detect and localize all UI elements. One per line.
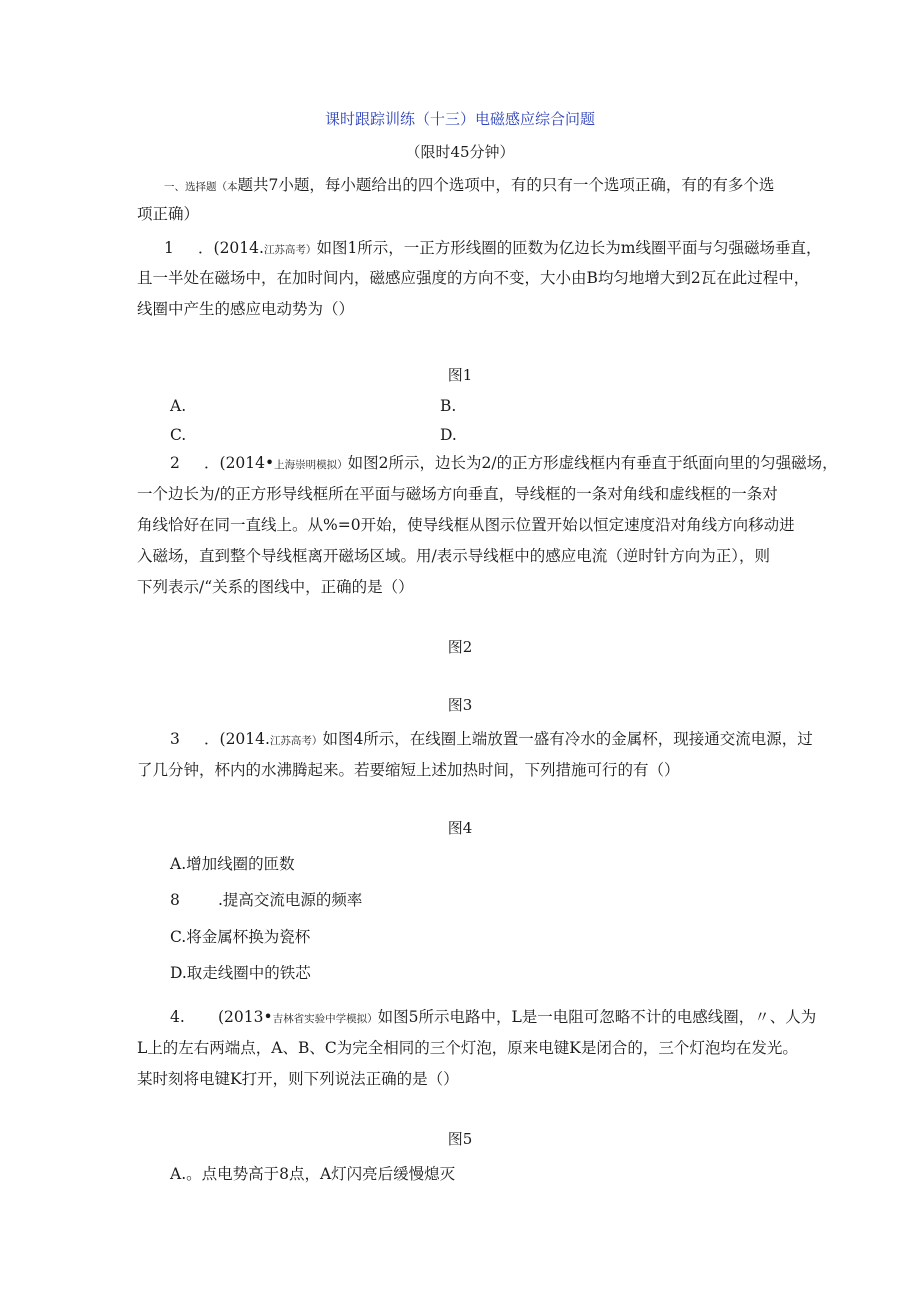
question-3-source: 江苏高考） bbox=[269, 735, 323, 747]
section-prefix-small: （本 bbox=[216, 181, 238, 193]
document-title: 课时跟踪训练（十三）电磁感应综合问题 bbox=[324, 110, 595, 128]
figure-3-caption: 图3 bbox=[447, 696, 473, 714]
question-2-line5: 下列表示/“关系的图线中，正确的是（） bbox=[137, 578, 414, 596]
question-1-option-c: C. bbox=[170, 426, 187, 444]
section-heading bbox=[164, 174, 824, 198]
question-3-option-d: D.取走线圈中的铁芯 bbox=[170, 964, 311, 982]
question-4-year: (2013• bbox=[218, 1008, 273, 1026]
question-1-options-row1 bbox=[170, 395, 830, 417]
question-2-dot: ． bbox=[204, 454, 220, 472]
question-4-line1 bbox=[170, 1006, 830, 1030]
question-2-line1 bbox=[170, 452, 838, 476]
question-3-number: 3 bbox=[170, 730, 180, 748]
question-1-options-row2 bbox=[170, 424, 830, 446]
question-1-option-d: D. bbox=[440, 426, 457, 444]
question-1-line2: 且一半处在磁场中，在加时间内，磁感应强度的方向不变，大小由B均匀地增大到2瓦在此过程中， bbox=[137, 269, 810, 287]
question-1-option-a: A. bbox=[170, 397, 187, 415]
question-4-line3: 某时刻将电键K打开，则下列说法正确的是（） bbox=[137, 1070, 459, 1088]
section-instructions: 题共7小题，每小题给出的四个选项中，有的只有一个选项正确，有的有多个选 bbox=[237, 176, 775, 194]
question-3-text: 如图4所示，在线圈上端放置一盛有冷水的金属杯，现接通交流电源，过 bbox=[322, 730, 813, 748]
question-3-option-b-text: .提高交流电源的频率 bbox=[218, 891, 363, 909]
question-3-option-b bbox=[170, 889, 830, 911]
question-3-option-a: A.增加线圈的匝数 bbox=[170, 855, 295, 873]
question-3-dot: ． bbox=[204, 730, 220, 748]
question-1-line1 bbox=[164, 237, 824, 261]
question-3-year: (2014. bbox=[219, 730, 270, 748]
figure-2-caption: 图2 bbox=[447, 638, 473, 656]
question-4-option-a: A.。点电势高于8点，A灯闪亮后缓慢熄灭 bbox=[170, 1165, 456, 1183]
question-2-line2: 一个边长为/的正方形导线框所在平面与磁场方向垂直，导线框的一条对角线和虚线框的一条对 bbox=[137, 485, 778, 503]
question-3-option-b-label: 8 bbox=[170, 891, 180, 909]
figure-4-caption: 图4 bbox=[447, 819, 473, 837]
question-1-option-b: B. bbox=[440, 397, 457, 415]
question-2-line4: 入磁场，直到整个导线框离开磁场区域。用/表示导线框中的感应电流（逆时针方向为正），则 bbox=[137, 547, 770, 565]
section-prefix: 一、选择题 bbox=[164, 181, 217, 193]
question-4-source: 吉林省实验中学模拟） bbox=[272, 1013, 378, 1025]
question-1-dot: ． bbox=[198, 239, 214, 257]
time-limit: （限时45分钟） bbox=[405, 143, 515, 161]
question-1-line3: 线圈中产生的感应电动势为（） bbox=[137, 300, 355, 318]
question-4-line2: L上的左右两端点，A、B、C为完全相同的三个灯泡，原来电键K是闭合的，三个灯泡均在发光。 bbox=[137, 1039, 798, 1057]
question-1-number: 1 bbox=[164, 239, 174, 257]
section-instructions-line2: 项正确） bbox=[137, 205, 200, 223]
question-2-text: 如图2所示，边长为2/的正方形虚线框内有垂直于纸面向里的匀强磁场， bbox=[347, 454, 838, 472]
figure-1-caption: 图1 bbox=[447, 366, 473, 384]
question-1-source: 江苏高考） bbox=[263, 244, 317, 256]
question-1-text: 如图1所示，一正方形线圈的匝数为亿边长为m线圈平面与匀强磁场垂直， bbox=[316, 239, 822, 257]
question-3-line1 bbox=[170, 728, 830, 752]
question-1-year: (2014. bbox=[213, 239, 264, 257]
question-4-text: 如图5所示电路中，L是一电阻可忽略不计的电感线圈，〃、人为 bbox=[377, 1008, 817, 1026]
question-4-number: 4. bbox=[170, 1008, 185, 1026]
question-2-line3: 角线恰好在同一直线上。从%=0开始，使导线框从图示位置开始以恒定速度沿对角线方向移动进 bbox=[137, 516, 795, 534]
question-2-number: 2 bbox=[170, 454, 180, 472]
question-2-source: 上海崇明模拟） bbox=[274, 459, 348, 471]
question-3-line2: 了几分钟，杯内的水沸腾起来。若要缩短上述加热时间，下列措施可行的有（） bbox=[137, 761, 680, 779]
question-3-option-c: C.将金属杯换为瓷杯 bbox=[170, 928, 311, 946]
figure-5-caption: 图5 bbox=[447, 1130, 473, 1148]
question-2-year: (2014• bbox=[219, 454, 275, 472]
